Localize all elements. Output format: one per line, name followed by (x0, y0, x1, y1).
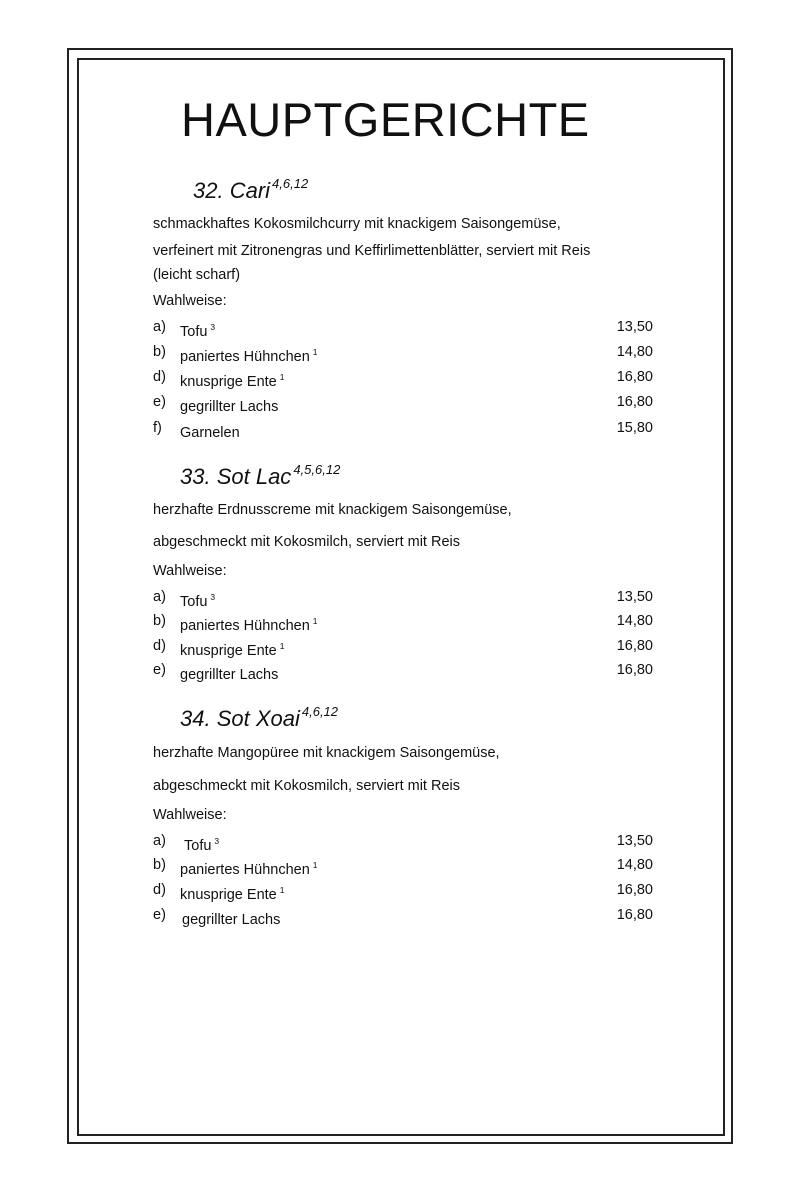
menu-option (153, 368, 653, 390)
choice-label: Wahlweise: (153, 293, 227, 309)
allergen-code: 1 (312, 616, 318, 626)
menu-option (153, 419, 653, 441)
dish-description: herzhafte Erdnusscreme mit knackigem Saisongemüse, (153, 502, 512, 518)
option-price: 16,80 (616, 394, 653, 410)
option-price: 14,80 (616, 857, 653, 873)
dish-title (180, 698, 338, 733)
option-name-wrap (180, 419, 243, 442)
option-letter: a) (153, 589, 166, 605)
option-letter: d) (153, 882, 166, 898)
dish-name: 32. Cari (193, 178, 271, 203)
option-letter: d) (153, 638, 166, 654)
option-name-wrap (180, 393, 281, 416)
menu-option (153, 906, 653, 928)
dish-description: (leicht scharf) (153, 267, 241, 283)
option-name-wrap (182, 906, 283, 929)
option-letter: e) (153, 662, 166, 678)
dish-name: 34. Sot Xoai (180, 706, 300, 731)
option-name-wrap (180, 637, 284, 660)
option-letter: d) (153, 369, 166, 385)
allergen-code: 1 (312, 347, 318, 357)
dish-description: herzhafte Mangopüree mit knackigem Saisongemüse, (153, 745, 500, 761)
allergen-codes: 4,6,12 (301, 704, 339, 719)
option-name: knusprige Ente (180, 887, 277, 903)
option-name: Tofu (184, 838, 212, 854)
option-price: 13,50 (616, 833, 653, 849)
option-name: knusprige Ente (180, 374, 277, 390)
dish-description: abgeschmeckt mit Kokosmilch, serviert mit Reis (153, 534, 460, 550)
option-letter: a) (153, 319, 166, 335)
allergen-codes: 4,6,12 (272, 176, 309, 191)
option-name-wrap (180, 343, 318, 366)
allergen-code: 3 (210, 322, 216, 332)
dish-title (193, 170, 308, 205)
option-letter: a) (153, 833, 166, 849)
menu-option (153, 393, 653, 415)
menu-option (153, 832, 653, 854)
option-letter: e) (153, 907, 166, 923)
option-name-wrap (180, 588, 215, 611)
option-name: Garnelen (180, 425, 240, 441)
option-price: 14,80 (616, 613, 653, 629)
option-price: 16,80 (616, 638, 653, 654)
option-letter: b) (153, 613, 166, 629)
option-letter: b) (153, 344, 166, 360)
dish-description: verfeinert mit Zitronengras und Keffirlimettenblätter, serviert mit Reis (153, 243, 591, 259)
menu-option (153, 318, 653, 340)
menu-option (153, 637, 653, 659)
allergen-code: 1 (312, 860, 318, 870)
option-price: 15,80 (616, 420, 653, 436)
dish-title (180, 456, 340, 491)
option-letter: b) (153, 857, 166, 873)
option-name: paniertes Hühnchen (180, 862, 310, 878)
option-name: paniertes Hühnchen (180, 349, 310, 365)
option-name-wrap (184, 832, 219, 855)
dish-name: 33. Sot Lac (180, 464, 292, 489)
menu-option (153, 343, 653, 365)
option-name: gegrillter Lachs (182, 912, 281, 928)
option-price: 13,50 (616, 319, 653, 335)
option-price: 13,50 (616, 589, 653, 605)
option-price: 16,80 (616, 907, 653, 923)
option-letter: e) (153, 394, 166, 410)
dish-description: abgeschmeckt mit Kokosmilch, serviert mit Reis (153, 778, 460, 794)
menu-option (153, 612, 653, 634)
option-price: 16,80 (616, 369, 653, 385)
option-name-wrap (180, 318, 215, 341)
option-name: knusprige Ente (180, 643, 277, 659)
menu-option (153, 588, 653, 610)
menu-option (153, 856, 653, 878)
option-name-wrap (180, 368, 284, 391)
option-name: gegrillter Lachs (180, 667, 279, 683)
option-name: Tofu (180, 594, 208, 610)
choice-label: Wahlweise: (153, 807, 227, 823)
option-price: 14,80 (616, 344, 653, 360)
option-name: paniertes Hühnchen (180, 618, 310, 634)
choice-label: Wahlweise: (153, 563, 227, 579)
option-name-wrap (180, 612, 318, 635)
page-title: HAUPTGERICHTE (181, 93, 590, 146)
allergen-code: 1 (279, 641, 285, 651)
option-name-wrap (180, 881, 284, 904)
allergen-code: 3 (210, 592, 216, 602)
option-price: 16,80 (616, 662, 653, 678)
allergen-code: 1 (279, 372, 285, 382)
option-name: gegrillter Lachs (180, 399, 279, 415)
dish-description: schmackhaftes Kokosmilchcurry mit knackigem Saisongemüse, (153, 216, 561, 232)
option-price: 16,80 (616, 882, 653, 898)
menu-option (153, 661, 653, 683)
option-name-wrap (180, 856, 318, 879)
option-name-wrap (180, 661, 281, 684)
allergen-code: 3 (214, 836, 220, 846)
allergen-code: 1 (279, 885, 285, 895)
option-letter: f) (153, 420, 162, 436)
option-name: Tofu (180, 324, 208, 340)
menu-option (153, 881, 653, 903)
allergen-codes: 4,5,6,12 (293, 462, 341, 477)
